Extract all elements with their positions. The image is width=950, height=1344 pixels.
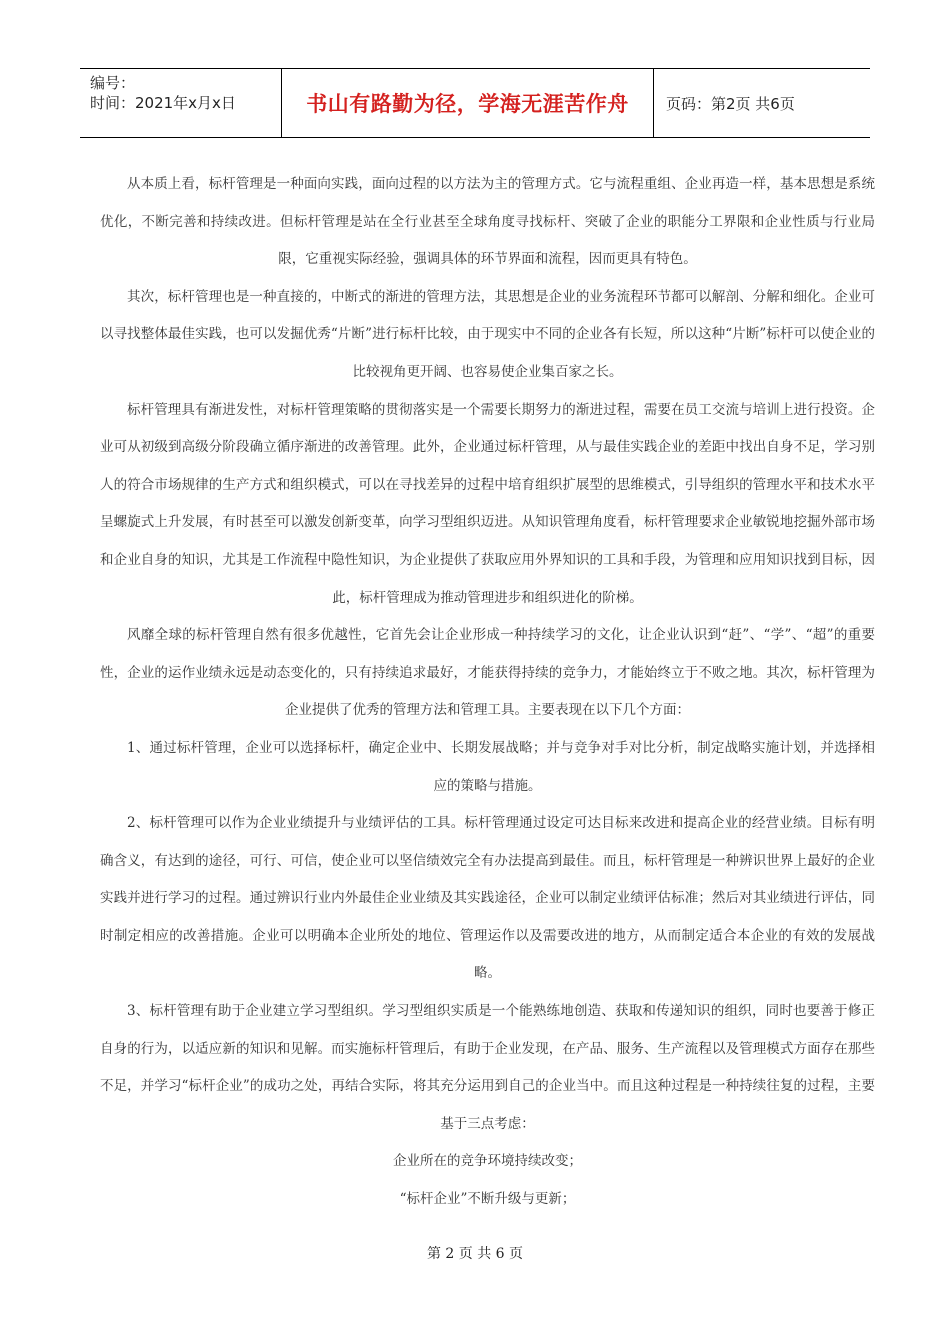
paragraph-progressive: 标杆管理具有渐进发性，对标杆管理策略的贯彻落实是一个需要长期努力的渐进过程，需要在员工交流与培训上进行投资。企业可从初级到高级分阶段确立循序渐进的改善管理。此外，企业通过标杆管理，从与最佳实践企业的差距中找出自身不足，学习别人的符合市场规律的生产方式和组织模式，可以在寻找差异的过程中培育组织扩展型的思维模式，引导组织的管理水平和技术水平呈螺旋式上升发展，有时甚至可以激发创新变革，向学习型组织迈进。从知识管理角度看，标杆管理要求企业敏锐地挖掘外部市场和企业自身的知识，尤其是工作流程中隐性知识，为企业提供了获取应用外界知识的工具和手段，为管理和应用知识找到目标，因此，标杆管理成为推动管理进步和组织进化的阶梯。 [100, 401, 875, 606]
consideration-1: 企业所在的竞争环境持续改变； [393, 1153, 582, 1170]
time-label: 时间：2021年x月x日 [90, 94, 236, 112]
paragraph-point-2: 2、标杆管理可以作为企业业绩提升与业绩评估的工具。标杆管理通过设定可达目标来改进和提高企业的经营业绩。目标有明确含义，有达到的途径，可行、可信，使企业可以坚信绩效完全有办法提高到最佳。而且，标杆管理是一种辨识世界上最好的企业实践并进行学习的过程。通过辨识行业内外最佳企业业绩及其实践途径，企业可以制定业绩评估标准；然后对其业绩进行评估，同时制定相应的改善措施。企业可以明确本企业所处的地位、管理运作以及需要改进的地方，从而制定适合本企业的有效的发展战略。 [100, 815, 875, 982]
page-header [80, 68, 870, 138]
header-meta [80, 69, 282, 137]
paragraph-essence: 从本质上看，标杆管理是一种面向实践，面向过程的以方法为主的管理方式。它与流程重组、企业再造一样，基本思想是系统优化，不断完善和持续改进。但标杆管理是站在全行业甚至全球角度寻找标杆、突破了企业的职能分工界限和企业性质与行业局限，它重视实际经验，强调具体的环节界面和流程，因而更具有特色。 [100, 176, 875, 268]
paragraph-incremental: 其次，标杆管理也是一种直接的，中断式的渐进的管理方法，其思想是企业的业务流程环节都可以解剖、分解和细化。企业可以寻找整体最佳实践，也可以发掘优秀“片断”进行标杆比较，由于现实中不同的企业各有长短，所以这种“片断”标杆可以使企业的比较视角更开阔、也容易使企业集百家之长。 [100, 288, 875, 380]
paragraph-point-3: 3、标杆管理有助于企业建立学习型组织。学习型组织实质是一个能熟练地创造、获取和传递知识的组织，同时也要善于修正自身的行为，以适应新的知识和见解。而实施标杆管理后，有助于企业发现，在产品、服务、生产流程以及管理模式方面存在那些不足，并学习“标杆企业”的成功之处，再结合实际，将其充分运用到自己的企业当中。而且这种过程是一种持续往复的过程，主要基于三点考虑： [100, 1003, 875, 1132]
paragraph-point-1: 1、通过标杆管理，企业可以选择标杆，确定企业中、长期发展战略；并与竞争对手对比分析，制定战略实施计划，并选择相应的策略与措施。 [127, 739, 875, 794]
document-body [100, 166, 875, 1219]
header-motto: 书山有路勤为径，学海无涯苦作舟 [282, 69, 654, 137]
number-label: 编号： [90, 74, 136, 92]
paragraph-advantages: 风靡全球的标杆管理自然有很多优越性，它首先会让企业形成一种持续学习的文化，让企业认识到“赶”、“学”、“超”的重要性，企业的运作业绩永远是动态变化的，只有持续追求最好，才能获得持续的竞争力，才能始终立于不败之地。其次，标杆管理为企业提供了优秀的管理方法和管理工具。主要表现在以下几个方面： [100, 627, 875, 719]
consideration-2: “标杆企业”不断升级与更新； [399, 1191, 576, 1208]
page-footer: 第 2 页 共 6 页 [426, 1246, 524, 1262]
header-page-label: 页码：第2页 共6页 [666, 94, 795, 113]
